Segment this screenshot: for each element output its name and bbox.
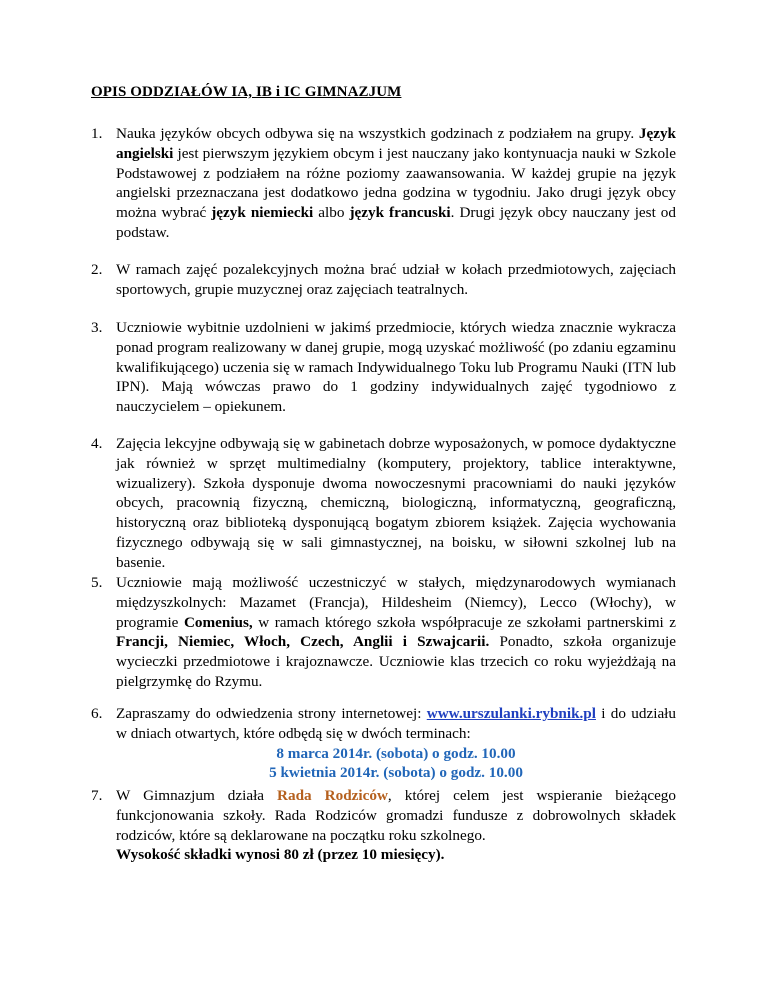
item-text: Zapraszamy do odwiedzenia strony internetowej: www.urszulanki.rybnik.pl i do udziału w dniach otwartych, które odbędą się w dwóch terminach: [116, 705, 676, 742]
open-day-date-2: 5 kwietnia 2014r. (sobota) o godz. 10.00 [269, 764, 523, 782]
website-link[interactable]: www.urszulanki.rybnik.pl [426, 705, 596, 722]
bold-text: Francji, Niemiec, Włoch, Czech, Anglii i Szwajcarii. [116, 633, 490, 651]
list-item-3 [91, 318, 676, 417]
bold-text: język francuski [349, 204, 451, 222]
item-number: 3. [91, 319, 103, 336]
bold-text: Język angielski [116, 125, 676, 162]
item-text: Uczniowie wybitnie uzdolnieni w jakimś przedmiocie, których wiedza znacznie wykracza ponad program realizowany w danej grupie, mogą uzyskać możliwość (po zdaniu egzaminu kwalifikującego) uczenia się w ramach Indywidualnego Toku lub Programu Nauki (ITN lub IPN). Mają wówczas prawo do 1 godziny indywidualnych zajęć tygodniowo z nauczycielem – opiekunem. [116, 319, 676, 416]
document-title: OPIS ODDZIAŁÓW IA, IB i IC GIMNAZJUM [91, 84, 402, 100]
open-day-date-1: 8 marca 2014r. (sobota) o godz. 10.00 [276, 744, 516, 762]
item-number: 4. [91, 435, 103, 452]
list-item-7 [91, 786, 676, 865]
list-item-2 [91, 260, 676, 300]
item-text: W Gimnazjum działa Rada Rodziców, której celem jest wspieranie bieżącego funkcjonowania szkoły. Rada Rodziców gromadzi fundusze z dobrowolnych składek rodziców, które są deklarowane na początku roku szkolnego. [116, 787, 676, 844]
item-text: Uczniowie mają możliwość uczestniczyć w stałych, międzynarodowych wymianach międzyszkolnych: Mazamet (Francja), Hildesheim (Niemcy), Lecco (Włochy), w programie Comenius, w ramach którego szkoła współpracuje ze szkołami partnerskimi z Francji, Niemiec, Włoch, Czech, Anglii i Szwajcarii. Ponadto, szkoła organizuje wycieczki przedmiotowe i krajoznawcze. Uczniowie klas trzecich co roku wyjeżdżają na pielgrzymkę do Rzymu. [116, 574, 677, 690]
item-text: Zajęcia lekcyjne odbywają się w gabinetach dobrze wyposażonych, w pomoce dydaktyczne jak również w sprzęt multimedialny (komputery, projektory, tablice interaktywne, wizualizery). Szkoła dysponuje dwoma nowoczesnymi pracowniami do nauki języków obcych, pracownią fizyczną, chemiczną, biologiczną, informatyczną, geograficzną, historyczną oraz biblioteką dysponującą bogatym zbiorem książek. Zajęcia wychowania fizycznego odbywają się w sali gimnastycznej, na boisku, w siłowni szkolnej lub na basenie. [116, 435, 676, 571]
item-number: 2. [91, 261, 103, 278]
list-item-4 [91, 434, 676, 573]
bold-text: język niemiecki [211, 204, 314, 222]
list-item-1 [91, 124, 676, 243]
list-item-5 [91, 573, 677, 692]
list-item-6 [91, 704, 676, 783]
item-number: 1. [91, 125, 103, 142]
fee-note: Wysokość składki wynosi 80 zł (przez 10 miesięcy). [116, 846, 445, 864]
item-number: 5. [91, 574, 103, 591]
item-number: 7. [91, 787, 103, 804]
item-number: 6. [91, 705, 103, 722]
item-text: W ramach zajęć pozalekcyjnych można brać udział w kołach przedmiotowych, zajęciach sportowych, grupie muzycznej oraz zajęciach teatralnych. [116, 261, 676, 298]
rada-rodzicow-highlight: Rada Rodziców [277, 787, 388, 804]
item-text: Nauka języków obcych odbywa się na wszystkich godzinach z podziałem na grupy. Język angielski jest pierwszym językiem obcym i jest nauczany jako kontynuacja nauki w Szkole Podstawowej z podziałem na różne poziomy zaawansowania. W każdej grupie na język angielski przeznaczana jest dodatkowo jedna godzina w tygodniu. Jako drugi język obcy można wybrać język niemiecki albo język francuski. Drugi język obcy nauczany jest od podstaw. [116, 125, 676, 241]
bold-text: Comenius, [183, 613, 253, 631]
